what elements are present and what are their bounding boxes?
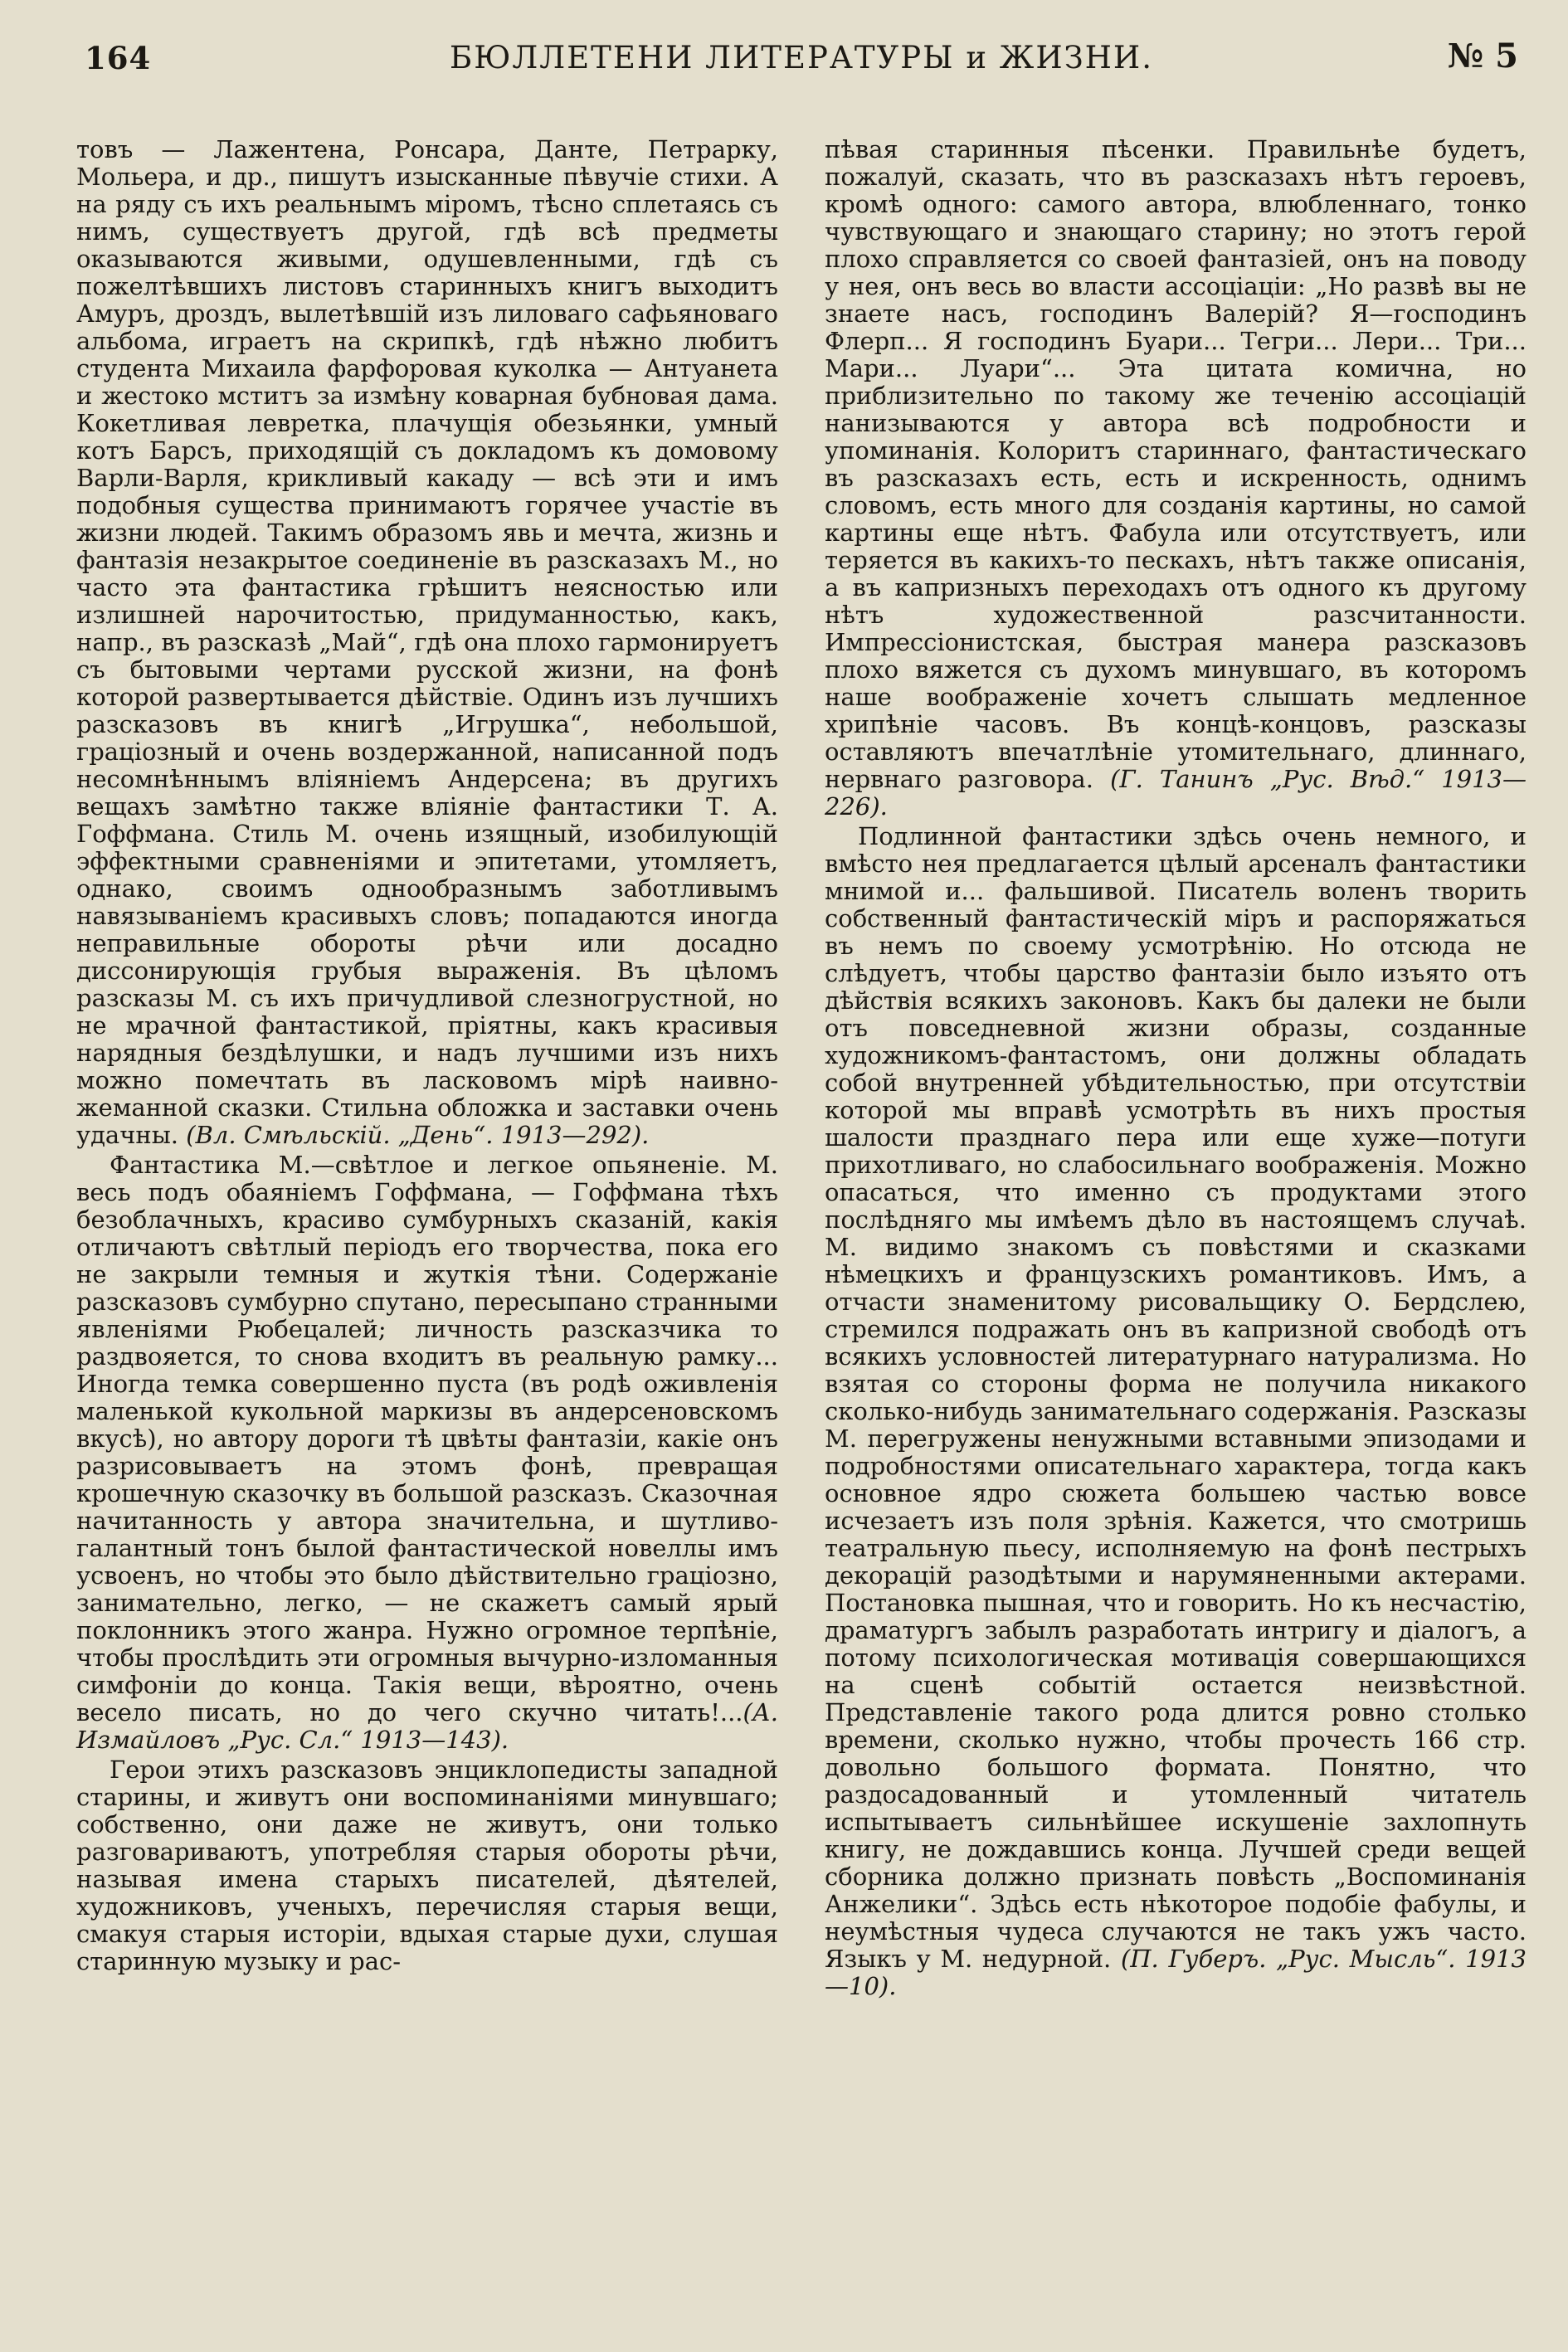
running-header (76, 32, 1527, 91)
paragraph-text: пѣвая старинныя пѣсенки. Правильнѣе будетъ, пожалуй, сказать, что въ разсказахъ нѣтъ героевъ, кромѣ одного: самого автора, влюбленнаго, тонко чувствующаго и знающаго старину; но этотъ герой плохо справляется со своей фантазіей, онъ на поводу у нея, онъ весь во власти ассоціаціи: „Но развѣ вы не знаете насъ, господинъ Валерій? Я—господинъ Флерп... Я господинъ Буари... Тегри... Лери... Три... Мари... Луари“... Эта цитата комична, но приблизительно по такому же теченію ассоціацій нанизываются у автора всѣ подробности и упоминанія. Колоритъ стариннаго, фантастическаго въ разсказахъ есть, есть и искренность, однимъ словомъ, есть много для созданія картины, но самой картины еще нѣтъ. Фабула или отсутствуетъ, или теряется въ какихъ-то пескахъ, нѣтъ также описанія, а въ капризныхъ переходахъ отъ одного къ другому нѣтъ художественной разсчитанности. Импрессіонистская, быстрая манера разсказовъ плохо вяжется съ духомъ минувшаго, въ которомъ наше воображеніе хочетъ слышать медленное хрипѣніе часовъ. Въ концѣ-концовъ, разсказы оставляютъ впечатлѣніе утомительнаго, длиннаго, нервнаго разговора. (825, 135, 1527, 793)
review-paragraph (76, 1756, 778, 1975)
citation: (П. Губеръ. „Рус. Мысль“. 1913—10). (825, 1945, 1527, 2000)
page-number: 164 (85, 40, 152, 76)
paragraph-text: Фантастика М.—свѣтлое и легкое опьяненіе. М. весь подъ обаяніемъ Гоффмана, — Гоффмана тѣхъ безоблачныхъ, красиво сумбурныхъ сказаній, какія отличаютъ свѣтлый періодъ его творчества, пока его не закрыли темныя и жуткія тѣни. Содержаніе разсказовъ сумбурно спутано, пересыпано странными явленіями Рюбецалей; личность разсказчика то раздвояется, то снова входитъ въ реальную рамку... Иногда темка совершенно пуста (въ родѣ оживленія маленькой кукольной маркизы въ андерсеновскомъ вкусѣ), но автору дороги тѣ цвѣты фантазіи, какіе онъ разрисовываетъ на этомъ фонѣ, превращая крошечную сказочку въ большой разсказъ. Сказочная начитанность у автора значительна, и шутливо-галантный тонъ былой фантастической новеллы имъ усвоенъ, но чтобы это было дѣйствительно граціозно, занимательно, легко, — не скажетъ самый ярый поклонникъ этого жанра. Нужно огромное терпѣніе, чтобы прослѣдить эти огромныя вычурно-изломанныя симфоніи до конца. Такія вещи, вѣроятно, очень весело писать, но до чего скучно читать!... (76, 1151, 778, 1726)
issue-number: № 5 (1447, 37, 1518, 75)
review-paragraph (76, 1152, 778, 1754)
review-paragraph (825, 823, 1527, 2000)
citation: (Вл. Смѣльскій. „День“. 1913—292). (186, 1121, 650, 1149)
citation: (Г. Танинъ „Рус. Вѣд.“ 1913—226). (825, 765, 1527, 821)
text-columns (76, 136, 1527, 2003)
paragraph-text: Подлинной фантастики здѣсь очень немного, и вмѣсто нея предлагается цѣлый арсеналъ фантастики мнимой и... фальшивой. Писатель воленъ творить собственный фантастическій міръ и распоряжаться въ немъ по своему усмотрѣнію. Но отсюда не слѣдуетъ, чтобы царство фантазіи было изъято отъ дѣйствія всякихъ законовъ. Какъ бы далеки не были отъ повседневной жизни образы, созданные художникомъ-фантастомъ, они должны обладать собой внутренней убѣдительностью, при отсутствіи которой мы вправѣ усмотрѣть въ нихъ простыя шалости празднаго пера или еще хуже—потуги прихотливаго, но слабосильнаго воображенія. Можно опасаться, что именно съ продуктами этого послѣдняго мы имѣемъ дѣло въ настоящемъ случаѣ. М. видимо знакомъ съ повѣстями и сказками нѣмецкихъ и французскихъ романтиковъ. Имъ, а отчасти знаменитому рисовальщику О. Бердслею, стремился подражать онъ въ капризной свободѣ отъ всякихъ условностей литературнаго натурализма. Но взятая со стороны форма не получила никакого сколько-нибудь занимательнаго содержанія. Разсказы М. перегружены ненужными вставными эпизодами и подробностями описательнаго характера, тогда какъ основное ядро сюжета большею частью вовсе исчезаетъ изъ поля зрѣнія. Кажется, что смотришь театральную пьесу, исполняемую на фонѣ пестрыхъ декорацій разодѣтыми и нарумяненными актерами. Постановка пышная, что и говорить. Но къ несчастію, драматургъ забылъ разработать интригу и діалогъ, а потому психологическая мотивація совершающихся на сценѣ событій остается неизвѣстной. Представленіе такого рода длится ровно столько времени, сколько нужно, чтобы прочесть 166 стр. довольно большого формата. Понятно, что раздосадованный и утомленный читатель испытываетъ сильнѣйшее искушеніе захлопнуть книгу, не дождавшись конца. Лучшей среди вещей сборника должно признать повѣсть „Воспоминанія Анжелики“. Здѣсь есть нѣкоторое подобіе фабулы, и неумѣстныя чудеса случаются не такъ ужъ часто. Языкъ у М. недурной. (825, 822, 1527, 1973)
paragraph-text: Герои этихъ разсказовъ энциклопедисты западной старины, и живутъ они воспоминаніями минувшаго; собственно, они даже не живутъ, они только разговариваютъ, употребляя старыя обороты рѣчи, называя имена старыхъ писателей, дѣятелей, художниковъ, ученыхъ, перечисляя старыя вещи, смакуя старыя исторіи, вдыхая старые духи, слушая старинную музыку и рас- (76, 1755, 778, 1975)
paragraph-text: товъ — Лажентена, Ронсара, Данте, Петрарку, Мольера, и др., пишутъ изысканные пѣвучіе стихи. А на ряду съ ихъ реальнымъ міромъ, тѣсно сплетаясь съ нимъ, существуетъ другой, гдѣ всѣ предметы оказываются живыми, одушевленными, гдѣ съ пожелтѣвшихъ листовъ старинныхъ книгъ выходитъ Амуръ, дроздъ, вылетѣвшій изъ лиловаго сафьяноваго альбома, играетъ на скрипкѣ, гдѣ нѣжно любитъ студента Михаила фарфоровая куколка — Антуанета и жестоко мститъ за измѣну коварная бубновая дама. Кокетливая левретка, плачущія обезьянки, умный котъ Барсъ, приходящій съ докладомъ къ домовому Варли-Варля, крикливый какаду — всѣ эти и имъ подобныя существа принимаютъ горячее участіе въ жизни людей. Такимъ образомъ явь и мечта, жизнь и фантазія незакрытое соединеніе въ разсказахъ М., но часто эта фантастика грѣшитъ неясностью или излишней нарочитостью, придуманностью, какъ, напр., въ разсказѣ „Май“, гдѣ она плохо гармонируетъ съ бытовыми чертами русской жизни, на фонѣ которой развертывается дѣйствіе. Одинъ изъ лучшихъ разсказовъ въ книгѣ „Игрушка“, небольшой, граціозный и очень воздержанной, написанной подъ несомнѣннымъ вліяніемъ Андерсена; въ другихъ вещахъ замѣтно также вліяніе фантастики Т. А. Гоффмана. Стиль М. очень изящный, изобилующій эффектными сравненіями и эпитетами, утомляетъ, однако, своимъ однообразнымъ заботливымъ навязываніемъ красивыхъ словъ; попадаются иногда неправильные обороты рѣчи или досадно диссонирующія грубыя выраженія. Въ цѣломъ разсказы М. съ ихъ причудливой слезногрустной, но не мрачной фантастикой, пріятны, какъ красивыя нарядныя бездѣлушки, и надъ лучшими изъ нихъ можно помечтать въ ласковомъ мірѣ наивно-жеманной сказки. Стильна обложка и заставки очень удачны. (76, 135, 778, 1149)
left-column (76, 136, 778, 2003)
review-paragraph (825, 136, 1527, 821)
review-paragraph (76, 136, 778, 1149)
right-column (825, 136, 1527, 2003)
citation: (А. Измайловъ „Рус. Сл.“ 1913—143). (76, 1698, 778, 1754)
journal-title: БЮЛЛЕТЕНИ ЛИТЕРАТУРЫ и ЖИЗНИ. (450, 40, 1153, 75)
